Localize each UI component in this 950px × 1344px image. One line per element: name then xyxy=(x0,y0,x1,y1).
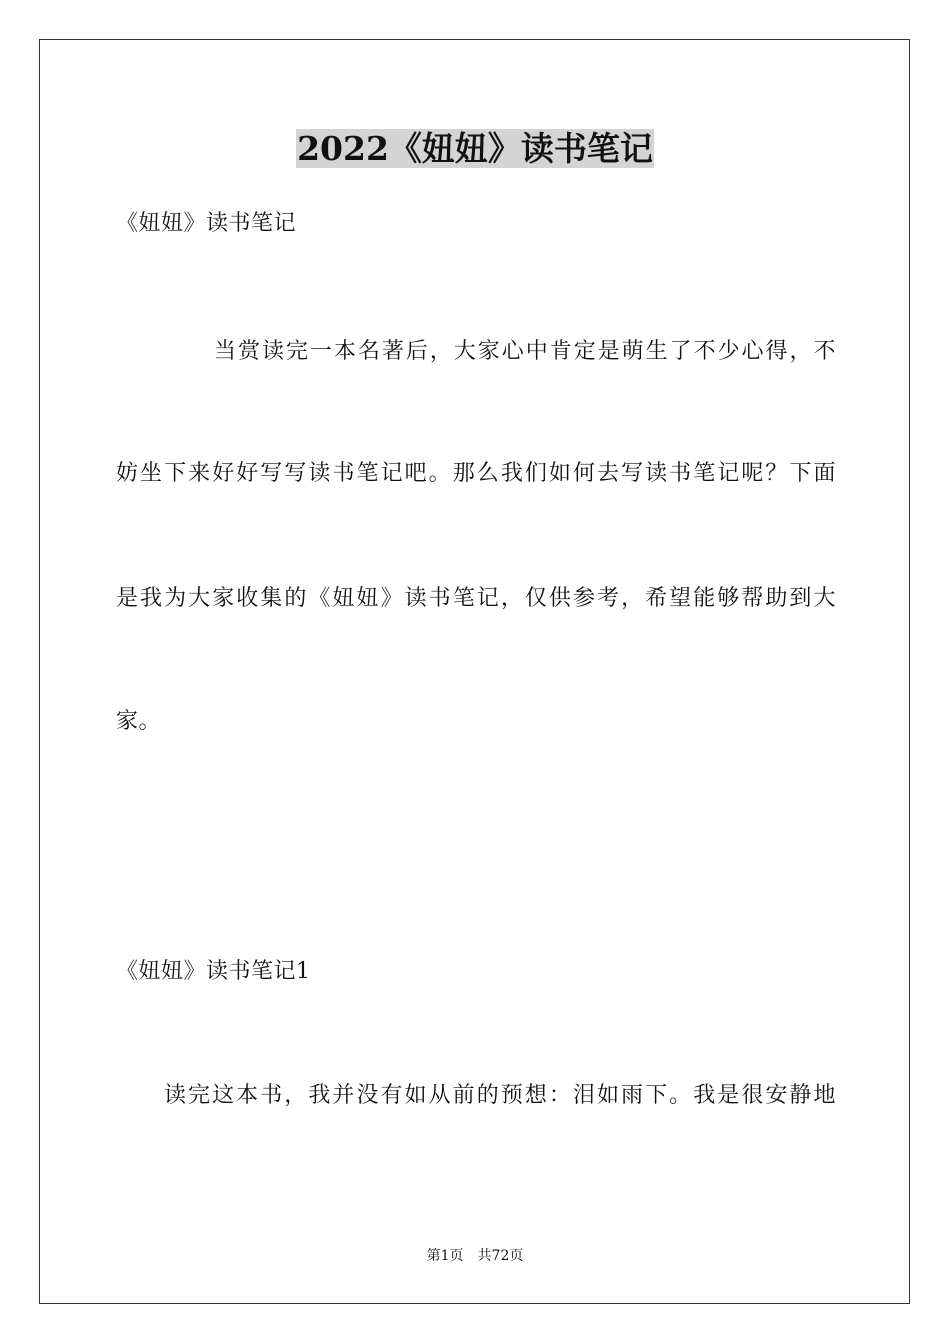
section-heading: 《妞妞》读书笔记1 xyxy=(116,959,311,984)
paragraph-line: 家。 xyxy=(116,709,162,734)
page-number: 第1页 xyxy=(426,1248,464,1264)
document-title: 2022《妞妞》读书笔记 xyxy=(297,129,653,168)
document-title-row xyxy=(0,126,950,172)
subtitle-line: 《妞妞》读书笔记 xyxy=(116,211,297,236)
page-total: 共72页 xyxy=(477,1248,524,1264)
paragraph-line: 妨坐下来好好写写读书笔记吧。那么我们如何去写读书笔记呢？下面 xyxy=(116,461,836,486)
page-footer xyxy=(0,1246,950,1266)
paragraph-line: 是我为大家收集的《妞妞》读书笔记，仅供参考，希望能够帮助到大 xyxy=(116,586,836,611)
paragraph-line: 读完这本书，我并没有如从前的预想：泪如雨下。我是很安静地 xyxy=(164,1083,836,1108)
paragraph-line: 当赏读完一本名著后，大家心中肯定是萌生了不少心得，不 xyxy=(214,339,836,364)
